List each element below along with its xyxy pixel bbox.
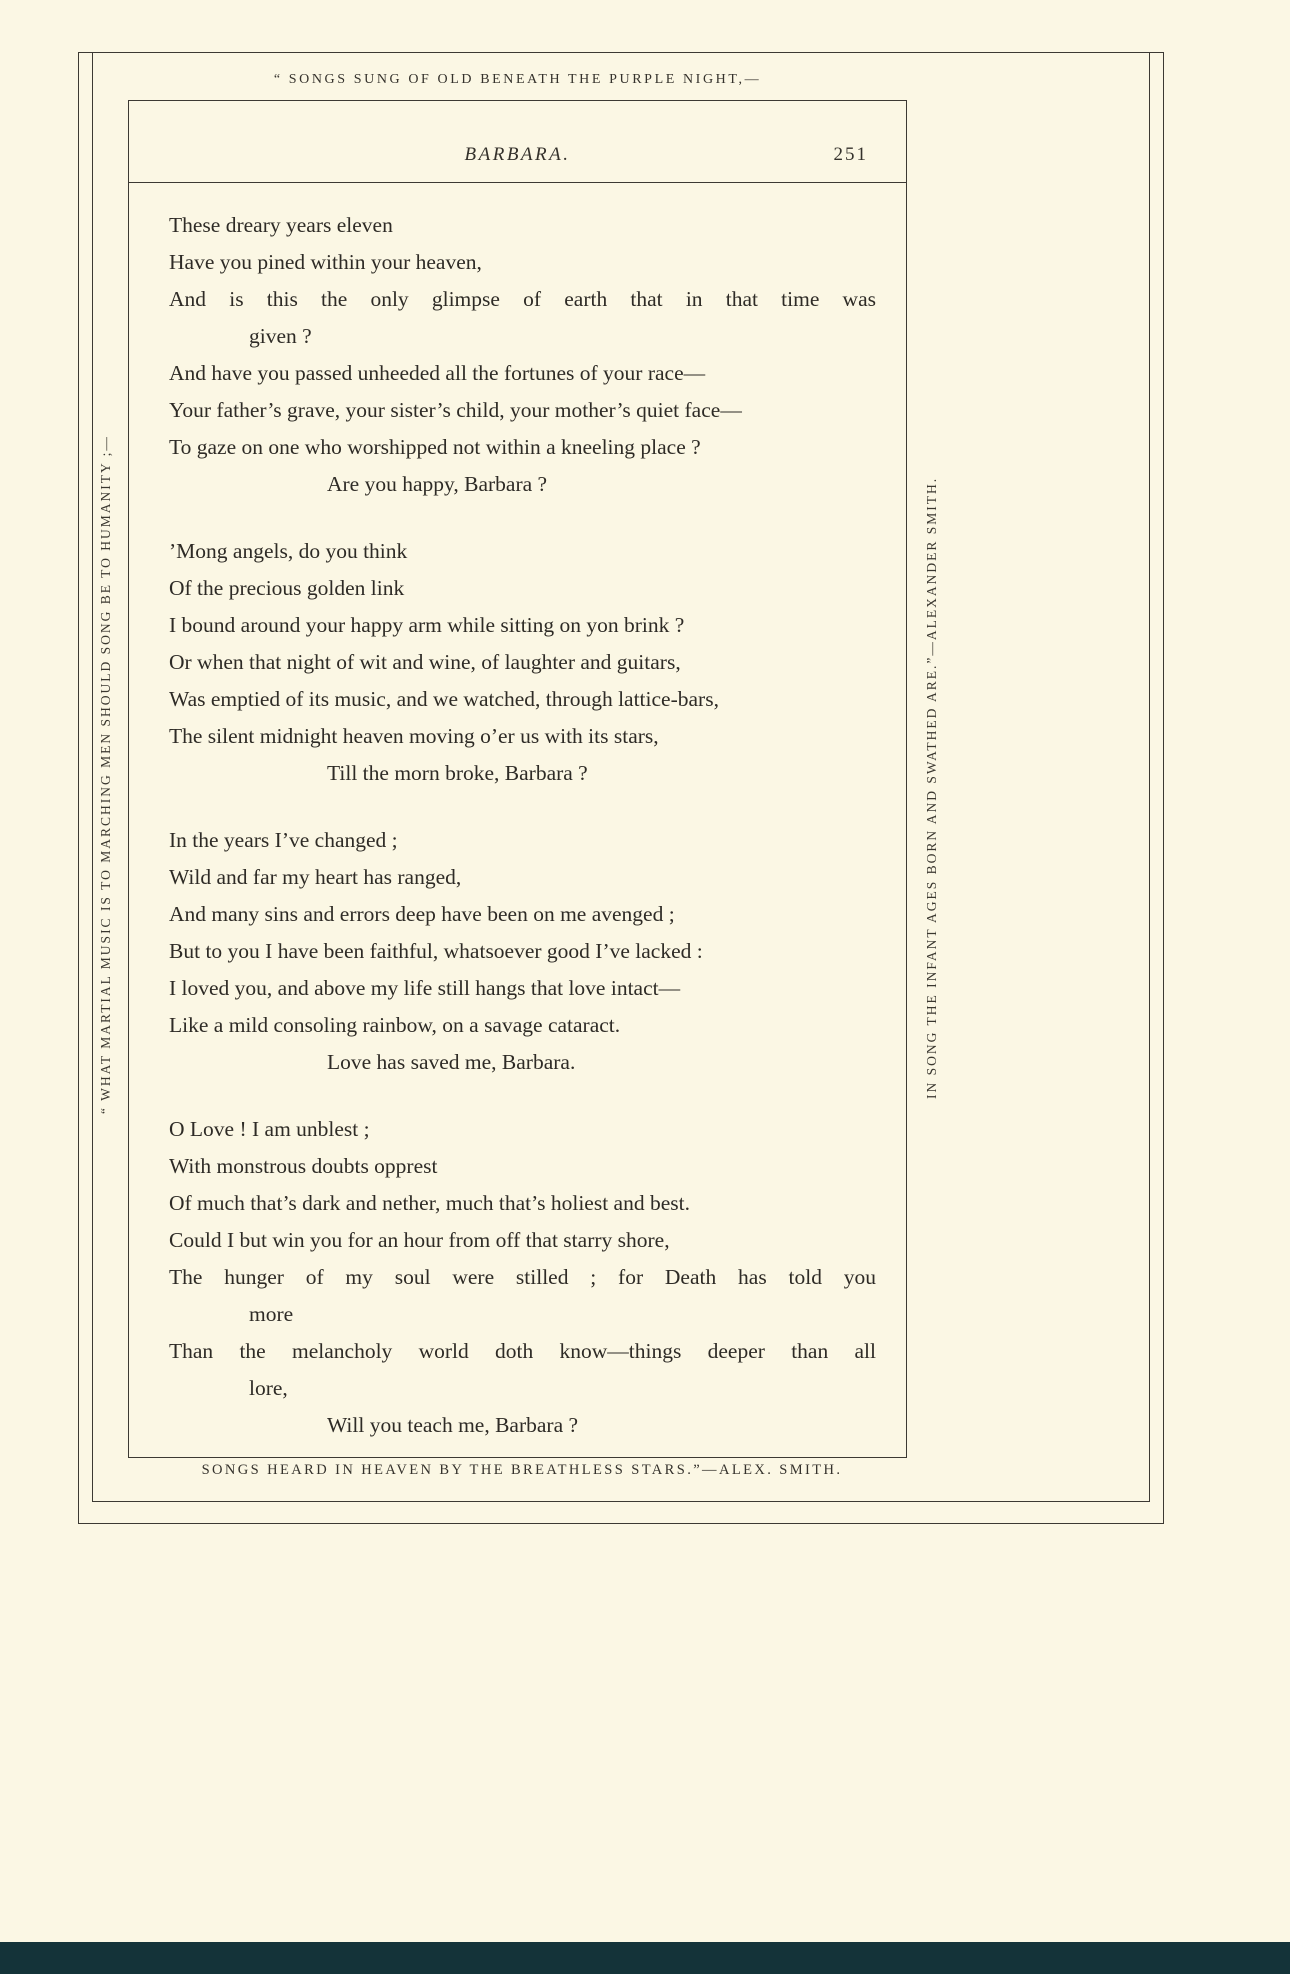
poem-line: Was emptied of its music, and we watched, through lattice-bars,	[169, 687, 719, 711]
poem-line: Your father’s grave, your sister’s child, your mother’s quiet face—	[169, 398, 742, 422]
poem-line: To gaze on one who worshipped not within a kneeling place ?	[169, 435, 701, 459]
poem-body	[129, 183, 906, 1444]
poem-line: Like a mild consoling rainbow, on a savage cataract.	[169, 1013, 621, 1037]
poem-line: Wild and far my heart has ranged,	[169, 865, 462, 889]
poem-line: The silent midnight heaven moving o’er us with its stars,	[169, 724, 659, 748]
poem-line: In the years I’ve changed ;	[169, 828, 398, 852]
poem-line: lore,	[249, 1376, 288, 1400]
poem-line: Of the precious golden link	[169, 576, 405, 600]
poem-line: Till the morn broke, Barbara ?	[327, 761, 588, 785]
poem-line: Of much that’s dark and nether, much that’s holiest and best.	[169, 1191, 690, 1215]
poem-line: O Love ! I am unblest ;	[169, 1117, 370, 1141]
poem-line: Or when that night of wit and wine, of laughter and guitars,	[169, 650, 681, 674]
bottom-epigraph: SONGS HEARD IN HEAVEN BY THE BREATHLESS STARS.”—ALEX. SMITH.	[201, 1462, 843, 1478]
text-block-frame	[128, 100, 907, 1458]
poem-line: I loved you, and above my life still hangs that love intact—	[169, 976, 681, 1000]
poem-line: These dreary years eleven	[169, 213, 393, 237]
stanza	[169, 1111, 876, 1444]
scan-edge-strip	[0, 1942, 1290, 1974]
poem-line: Love has saved me, Barbara.	[327, 1050, 576, 1074]
left-margin-epigraph: “ WHAT MARTIAL MUSIC IS TO MARCHING MEN SHOULD SONG BE TO HUMANITY ;—	[98, 435, 113, 1115]
poem-line: Have you pined within your heaven,	[169, 250, 482, 274]
poem-line: Could I but win you for an hour from off that starry shore,	[169, 1228, 670, 1252]
poem-line: And is this the only glimpse of earth that in that time was	[169, 287, 876, 311]
stanza	[169, 207, 876, 503]
poem-line: And many sins and errors deep have been on me avenged ;	[169, 902, 675, 926]
poem-line: Than the melancholy world doth know—things deeper than all	[169, 1339, 876, 1363]
poem-line: given ?	[249, 324, 312, 348]
page-title: BARBARA.	[464, 144, 571, 165]
poem-line: With monstrous doubts opprest	[169, 1154, 438, 1178]
poem-line: more	[249, 1302, 294, 1326]
stanza	[169, 533, 876, 792]
stanza	[169, 822, 876, 1081]
poem-line: I bound around your happy arm while sitting on yon brink ?	[169, 613, 685, 637]
right-margin-epigraph: IN SONG THE INFANT AGES BORN AND SWATHED ARE.”—ALEXANDER SMITH.	[924, 476, 939, 1100]
running-head	[129, 101, 906, 183]
poem-line: ’Mong angels, do you think	[169, 539, 408, 563]
poem-line: Are you happy, Barbara ?	[327, 472, 548, 496]
poem-line: The hunger of my soul were stilled ; for Death has told you	[169, 1265, 876, 1289]
top-epigraph: “ SONGS SUNG OF OLD BENEATH THE PURPLE NIGHT,—	[273, 72, 762, 87]
poem-line: Will you teach me, Barbara ?	[327, 1413, 579, 1437]
poem-line: But to you I have been faithful, whatsoever good I’ve lacked :	[169, 939, 703, 963]
poem-line: And have you passed unheeded all the fortunes of your race—	[169, 361, 706, 385]
page-number: 251	[833, 144, 868, 165]
